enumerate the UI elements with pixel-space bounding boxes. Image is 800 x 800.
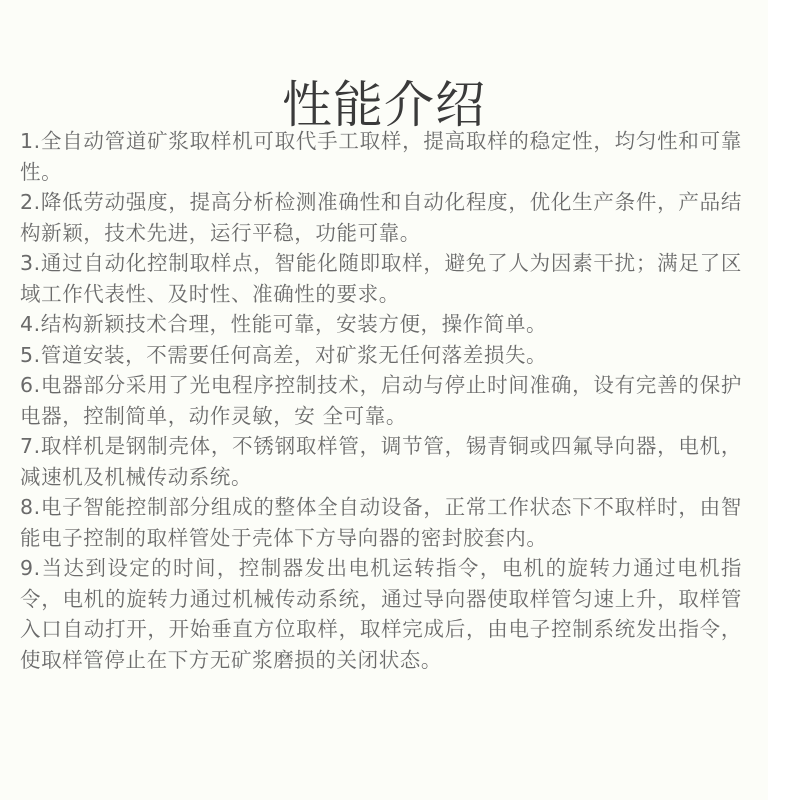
feature-item-5: 5.管道安装，不需要任何高差，对矿浆无任何落差损失。 xyxy=(20,342,548,367)
feature-item-1: 1.全自动管道矿浆取样机可取代手工取样，提高取样的稳定性，均匀性和可靠性。 xyxy=(20,129,742,184)
feature-item-4: 4.结构新颖技术合理，性能可靠，安装方便，操作简单。 xyxy=(20,312,548,336)
feature-item-9: 9.当达到设定的时间，控制器发出电机运转指令，电机的旋转力通过电机指令，电机的旋转力通过机械传动系统，通过导向器使取样管匀速上升，取样管入口自动打开，开始垂直方位取样，取样完成后，由电子控制系统发出指令，使取样管停止在下方无矿浆磨损的关闭状态。 xyxy=(20,556,742,672)
page-title: 性能介绍 xyxy=(282,75,486,134)
feature-item-7: 7.取样机是钢制壳体，不锈钢取样管，调节管，锡青铜或四氟导向器，电机，减速机及机械传动系统。 xyxy=(20,434,742,489)
feature-item-8: 8.电子智能控制部分组成的整体全自动设备，正常工作状态下不取样时，由智能电子控制的取样管处于壳体下方导向器的密封胶套内。 xyxy=(20,495,742,550)
feature-list xyxy=(20,126,742,675)
feature-item-6: 6.电器部分采用了光电程序控制技术，启动与停止时间准确，设有完善的保护电器，控制简单，动作灵敏，安 全可靠。 xyxy=(20,373,742,428)
feature-item-2: 2.降低劳动强度，提高分析检测准确性和自动化程度，优化生产条件，产品结构新颖，技术先进，运行平稳，功能可靠。 xyxy=(20,190,742,245)
feature-item-3: 3.通过自动化控制取样点，智能化随即取样，避免了人为因素干扰；满足了区域工作代表性、及时性、准确性的要求。 xyxy=(20,251,742,306)
